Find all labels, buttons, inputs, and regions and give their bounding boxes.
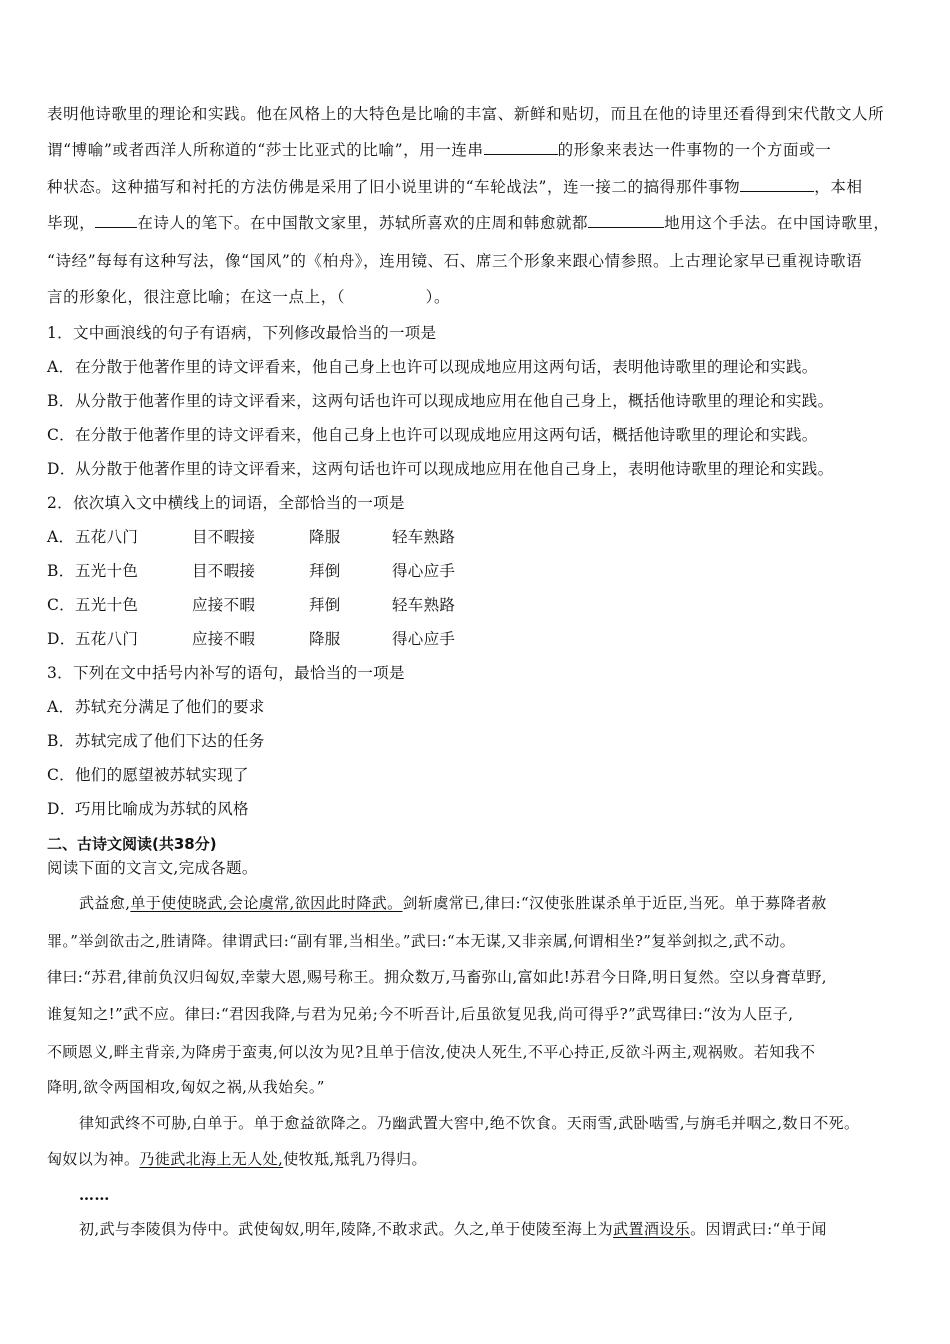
underlined-phrase: 武置酒设乐 (613, 1220, 691, 1238)
passage-text: 在诗人的笔下。在中国散文家里，苏轼所喜欢的庄周和韩愈就都 (137, 214, 589, 232)
question-2-option-d: D．五花八门 应接不暇 降服 得心应手 (47, 630, 456, 648)
fill-blank-2 (740, 177, 814, 192)
fill-blank-3 (95, 213, 137, 228)
passage-text: 地用这个手法。在中国诗歌里， (664, 214, 890, 232)
classical-line-1: 武益愈,单于使使晓武,会论虞常,欲因此时降武。剑斩虞常已,律曰:“汉使张胜谋杀单于近臣,当死。单于募降者赦 (79, 894, 827, 912)
question-1-option-c: C．在分散于他著作里的诗文评看来，他自己身上也许可以现成地应用这两句话，概括他诗歌里的理论和实践。 (47, 426, 818, 444)
question-3-option-a: A．苏轼充分满足了他们的要求 (47, 698, 265, 716)
underlined-sentence-2: 乃徙武北海上无人处, (139, 1150, 284, 1168)
passage-text: ，本相 (814, 178, 863, 196)
classical-line-5: 不顾恩义,畔主背亲,为降虏于蛮夷,何以汝为见?且单于信汝,使决人死生,不平心持正,反欲斗两主,观祸败。若知我不 (47, 1043, 816, 1061)
question-1-stem: 1．文中画浪线的句子有语病，下列修改最恰当的一项是 (47, 324, 437, 342)
question-1-option-d: D．从分散于他著作里的诗文评看来，这两句话也许可以现成地应用在他自己身上，表明他诗歌里的理论和实践。 (47, 460, 834, 478)
passage-text: 的形象来表达一件事物的一个方面或一 (557, 141, 832, 159)
passage-text: 毕现， (47, 214, 96, 232)
question-2-option-c: C．五光十色 应接不暇 拜倒 轻车熟路 (47, 596, 456, 614)
classical-line-4: 谁复知之!”武不应。律曰:“君因我降,与君为兄弟;今不听吾计,后虽欲复见我,尚可得乎?”武骂律曰:“汝为人臣子, (47, 1005, 794, 1023)
question-2-stem: 2．依次填入文中横线上的词语，全部恰当的一项是 (47, 494, 405, 512)
classical-line-2: 罪。”举剑欲击之,胜请降。律谓武曰:“副有罪,当相坐。”武曰:“本无谋,又非亲属,何谓相坐?”复举剑拟之,武不动。 (47, 932, 796, 950)
question-2-option-a: A．五花八门 目不暇接 降服 轻车熟路 (47, 528, 456, 546)
question-3-option-b: B．苏轼完成了他们下达的任务 (47, 732, 265, 750)
fill-blank-1 (484, 140, 558, 155)
underlined-sentence-1: 单于使使晓武,会论虞常,欲因此时降武。 (130, 894, 403, 912)
passage-line-4 (47, 213, 890, 233)
passage-text: 谓“博喻”或者西洋人所称道的“莎士比亚式的比喻”，用一连串 (47, 141, 484, 159)
classical-line-8: 匈奴以为神。乃徙武北海上无人处,使牧羝,羝乳乃得归。 (47, 1150, 427, 1168)
passage-line-2 (47, 140, 831, 160)
classical-line-9: 初,武与李陵俱为侍中。武使匈奴,明年,陵降,不敢求武。久之,单于使陵至海上为武置酒设乐。因谓武曰:“单于闻 (79, 1220, 827, 1238)
section-heading: 二、古诗文阅读(共38分) (47, 835, 217, 853)
passage-line-5: “诗经”每每有这种写法，像“国风”的《柏舟》，连用镜、石、席三个形象来跟心情参照。上古理论家早已重视诗歌语 (47, 252, 863, 270)
classical-line-7: 律知武终不可胁,白单于。单于愈益欲降之。乃幽武置大窖中,绝不饮食。天雨雪,武卧啮雪,与旃毛并咽之,数日不死。 (79, 1114, 860, 1132)
question-3-option-c: C．他们的愿望被苏轼实现了 (47, 766, 249, 784)
question-3-option-d: D．巧用比喻成为苏轼的风格 (47, 800, 249, 818)
passage-text: 种状态。这种描写和衬托的方法仿佛是采用了旧小说里讲的“车轮战法”，连一接二的搞得那件事物 (47, 178, 741, 196)
fill-blank-4 (588, 213, 664, 228)
passage-line-6: 言的形象化，很注意比喻；在这一点上，（ ）。 (47, 288, 451, 306)
question-2-option-b: B．五光十色 目不暇接 拜倒 得心应手 (47, 562, 456, 580)
question-3-stem: 3．下列在文中括号内补写的语句，最恰当的一项是 (47, 664, 405, 682)
section-instruction: 阅读下面的文言文,完成各题。 (47, 859, 258, 877)
classical-line-6: 降明,欲令两国相攻,匈奴之祸,从我始矣。” (47, 1078, 325, 1096)
classical-line-3: 律曰:“苏君,律前负汉归匈奴,幸蒙大恩,赐号称王。拥众数万,马畜弥山,富如此!苏君今日降,明日复然。空以身膏草野, (47, 968, 827, 986)
question-1-option-a: A．在分散于他著作里的诗文评看来，他自己身上也许可以现成地应用这两句话，表明他诗歌里的理论和实践。 (47, 358, 818, 376)
ellipsis: …… (79, 1186, 110, 1204)
passage-line-1: 表明他诗歌里的理论和实践。他在风格上的大特色是比喻的丰富、新鲜和贴切，而且在他的诗里还看得到宋代散文人所 (47, 105, 885, 123)
question-1-option-b: B．从分散于他著作里的诗文评看来，这两句话也许可以现成地应用在他自己身上，概括他诗歌里的理论和实践。 (47, 392, 834, 410)
passage-line-3 (47, 177, 863, 197)
